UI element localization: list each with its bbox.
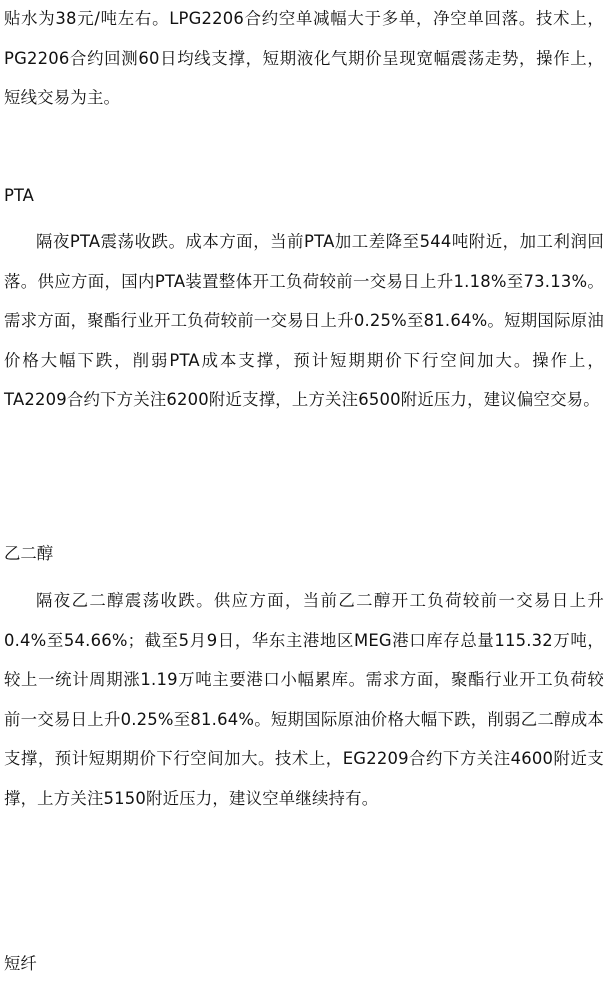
lpg-paragraph-tail: 贴水为38元/吨左右。LPG2206合约空单减幅大于多单，净空单回落。技术上，PG2206合约回测60日均线支撑，短期液化气期价呈现宽幅震荡走势，操作上，短线交易为主。 xyxy=(4,9,604,107)
pta-paragraph: 隔夜PTA震荡收跌。成本方面，当前PTA加工差降至544吨附近，加工利润回落。供应方面，国内PTA装置整体开工负荷较前一交易日上升1.18%至73.13%。需求方面，聚酯行业开工负荷较前一交易日上升0.25%至81.64%。短期国际原油价格大幅下跌，削弱PTA成本支撑，预计短期期价下行空间加大。操作上，TA2209合约下方关注6200附近支撑，上方关注6500附近压力，建议偏空交易。 xyxy=(4,232,604,409)
meg-heading: 乙二醇 xyxy=(4,544,54,563)
meg-paragraph: 隔夜乙二醇震荡收跌。供应方面，当前乙二醇开工负荷较前一交易日上升0.4%至54.66%；截至5月9日，华东主港地区MEG港口库存总量115.32万吨，较上一统计周期涨1.19万吨主要港口小幅累库。需求方面，聚酯行业开工负荷较前一交易日上升0.25%至81.64%。短期国际原油价格大幅下跌，削弱乙二醇成本支撑，预计短期期价下行空间加大。技术上，EG2209合约下方关注4600附近支撑，上方关注5150附近压力，建议空单继续持有。 xyxy=(4,591,604,808)
pta-heading: PTA xyxy=(4,186,34,205)
psf-heading: 短纤 xyxy=(4,954,37,973)
